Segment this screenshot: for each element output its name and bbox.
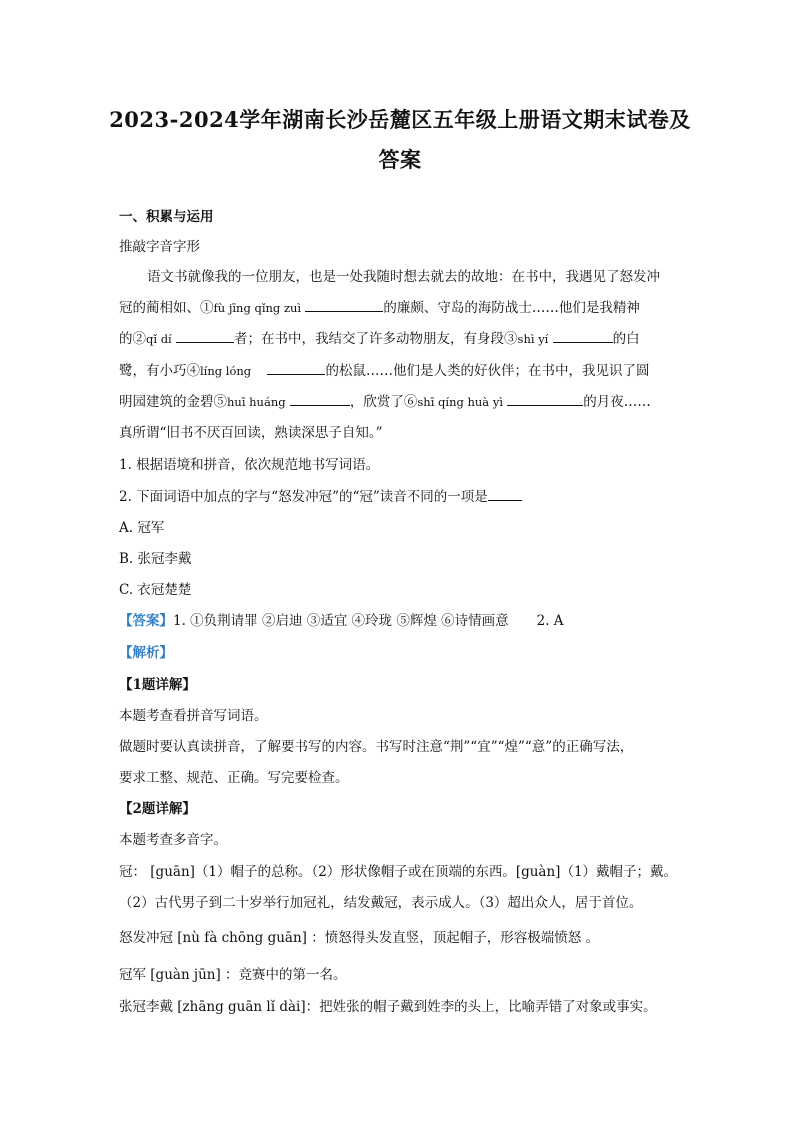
subheading: 推敲字音字形	[119, 239, 200, 255]
passage-line	[119, 393, 651, 411]
passage-line: 真所谓“旧书不厌百回读，熟读深思子自知。”	[119, 425, 383, 441]
detail-1-text: 要求工整、规范、正确。写完要检查。	[119, 770, 349, 786]
detail-2-text: 张冠李戴 [zhāng guān lǐ dài]：把姓张的帽子戴到姓李的头上，比喻弄错了对象或事实。	[119, 999, 657, 1015]
passage-text: ，欣赏了⑥	[349, 394, 418, 410]
answer-blank[interactable]	[176, 330, 234, 343]
detail-2-text: （2）古代男子到二十岁举行加冠礼，结发戴冠，表示成人。（3）超出众人，居于首位。	[119, 895, 643, 911]
passage-text: 明园建筑的金碧⑤	[119, 394, 227, 410]
answer-q2: 2. A	[536, 613, 564, 629]
answer-blank[interactable]	[488, 488, 522, 501]
passage-text: 鹭，有小巧④	[119, 363, 200, 379]
passage-text: 的廉颇、守岛的海防战士……他们是我精神	[383, 300, 640, 316]
answer-tag: 【答案】	[119, 613, 173, 629]
answer-text: 1. ①负荆请罪 ②启迪 ③适宜 ④玲珑 ⑤辉煌 ⑥诗情画意	[173, 613, 509, 629]
passage-line	[119, 330, 640, 348]
answer-line	[119, 612, 564, 630]
pinyin-prompt: shì yí	[517, 332, 549, 346]
pinyin-prompt: líng lóng	[200, 364, 252, 378]
answer-blank[interactable]	[305, 299, 383, 312]
detail-1-text: 本题考查看拼音写词语。	[119, 708, 268, 724]
question-2	[119, 488, 522, 506]
answer-blank[interactable]	[553, 330, 613, 343]
pinyin-prompt: fù jīng qǐng zuì	[213, 301, 302, 315]
option-b: B. 张冠李戴	[119, 551, 192, 567]
detail-2-text: 冠： [guān]（1）帽子的总称。（2）形状像帽子或在顶端的东西。[guàn]（1）戴帽子；戴。	[119, 864, 678, 880]
section-heading: 一、积累与运用	[119, 209, 214, 225]
question-1: 1. 根据语境和拼音，依次规范地书写词语。	[119, 457, 380, 473]
passage-text: 者；在书中，我结交了许多动物朋友，有身段③	[234, 331, 518, 347]
document-title-continued: 答案	[378, 147, 422, 172]
option-c: C. 衣冠楚楚	[119, 582, 192, 598]
passage-line	[119, 299, 640, 317]
passage-line: 语文书就像我的一位朋友，也是一处我随时想去就去的故地：在书中，我遇见了怒发冲	[147, 269, 660, 285]
detail-2-text: 冠军 [guàn jūn] ：竞赛中的第一名。	[119, 967, 347, 983]
answer-blank[interactable]	[267, 362, 325, 375]
passage-text: 的白	[612, 331, 640, 347]
passage-text: 冠的蔺相如、①	[119, 300, 214, 316]
detail-2-text: 怒发冲冠 [nù fà chōng guān] ：愤怒得头发直竖，顶起帽子，形容极端愤怒 。	[119, 930, 600, 946]
analysis-tag: 【解析】	[119, 645, 173, 661]
pinyin-prompt: huī huáng	[227, 395, 286, 409]
question-2-text: 2. 下面词语中加点的字与“怒发冲冠”的“冠”读音不同的一项是	[119, 489, 488, 505]
passage-text: 的松鼠……他们是人类的好伙伴；在书中，我见识了圆	[325, 363, 650, 379]
detail-1-text: 做题时要认真读拼音，了解要书写的内容。书写时注意“荆”“宜”“煌”“意”的正确写法，	[119, 739, 634, 755]
detail-2-tag: 【2题详解】	[119, 801, 196, 817]
passage-text: 的②	[119, 331, 146, 347]
option-a: A. 冠军	[119, 520, 165, 536]
pinyin-prompt: shī qíng huà yì	[417, 395, 503, 409]
document-title: 2023-2024学年湖南长沙岳麓区五年级上册语文期末试卷及	[109, 107, 691, 132]
passage-line	[119, 362, 649, 380]
detail-2-text: 本题考查多音字。	[119, 832, 227, 848]
detail-1-tag: 【1题详解】	[119, 677, 196, 693]
passage-text: 的月夜……	[583, 394, 651, 410]
answer-blank[interactable]	[507, 393, 583, 406]
answer-blank[interactable]	[290, 393, 350, 406]
pinyin-prompt: qǐ dí	[146, 332, 172, 346]
